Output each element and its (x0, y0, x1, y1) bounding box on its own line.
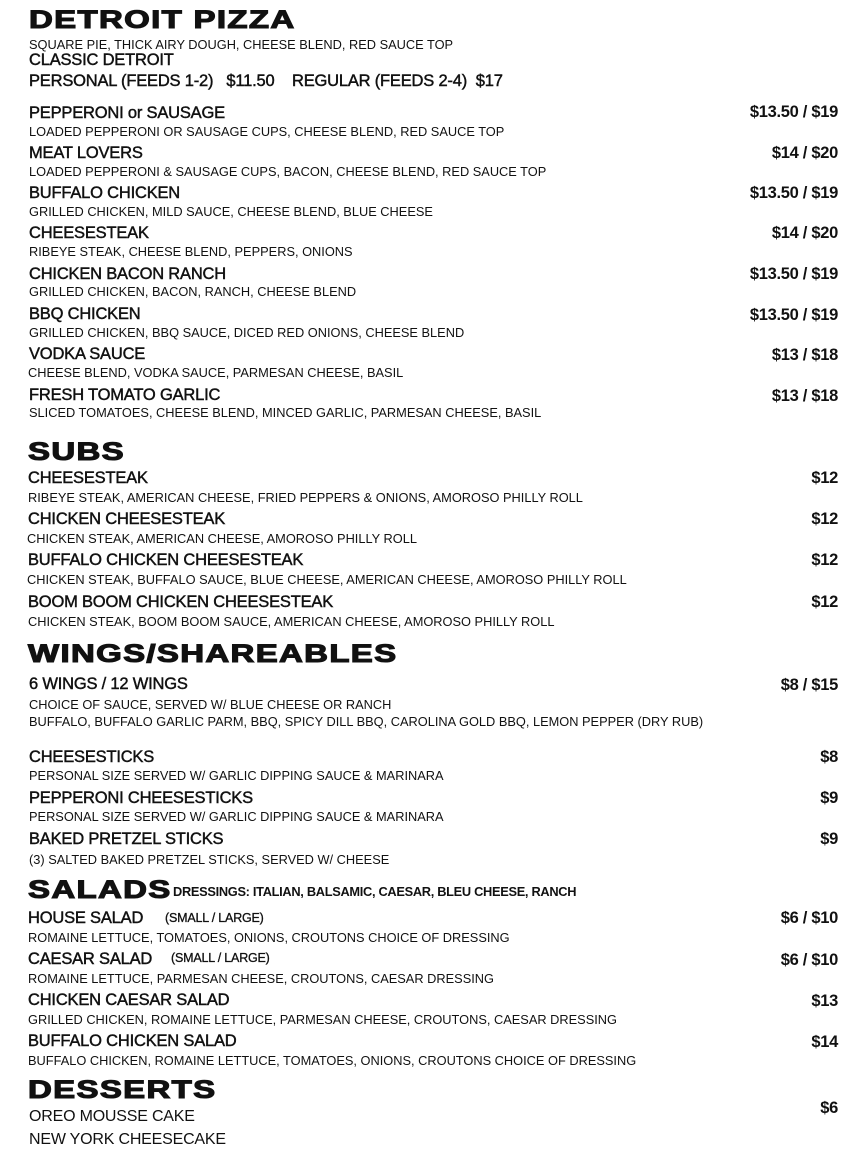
item-name: MEAT LOVERS (29, 144, 143, 162)
item-name: CHEESESTEAK (29, 224, 149, 242)
item-desc: RIBEYE STEAK, AMERICAN CHEESE, FRIED PEPPERS & ONIONS, AMOROSO PHILLY ROLL (28, 490, 583, 505)
item-name: HOUSE SALAD (28, 909, 144, 927)
classic-detroit-sizes: PERSONAL (FEEDS 1-2) $11.50 REGULAR (FEEDS 2-4) $17 (29, 72, 503, 90)
item-desc: LOADED PEPPERONI OR SAUSAGE CUPS, CHEESE BLEND, RED SAUCE TOP (29, 124, 505, 139)
item-name: CHICKEN CHEESESTEAK (28, 510, 225, 528)
item-name: CHICKEN CAESAR SALAD (28, 991, 230, 1009)
item-price: $12 (811, 510, 838, 528)
item-price: $13 (811, 992, 838, 1010)
item-desc: SLICED TOMATOES, CHEESE BLEND, MINCED GARLIC, PARMESAN CHEESE, BASIL (29, 405, 542, 420)
item-desc: ROMAINE LETTUCE, PARMESAN CHEESE, CROUTONS, CAESAR DRESSING (28, 971, 494, 986)
item-price: $12 (811, 551, 838, 569)
item-name: CHEESESTICKS (29, 748, 155, 766)
item-price: $14 / $20 (771, 224, 838, 242)
item-desc: RIBEYE STEAK, CHEESE BLEND, PEPPERS, ONIONS (29, 244, 353, 259)
item-name: BUFFALO CHICKEN SALAD (28, 1032, 237, 1050)
item-desc: PERSONAL SIZE SERVED W/ GARLIC DIPPING SAUCE & MARINARA (29, 809, 444, 824)
item-desc: CHICKEN STEAK, BUFFALO SAUCE, BLUE CHEESE, AMERICAN CHEESE, AMOROSO PHILLY ROLL (27, 572, 627, 587)
item-price: $8 / $15 (780, 676, 838, 694)
section-title-salads: SALADS (28, 876, 172, 904)
item-desc: CHOICE OF SAUCE, SERVED W/ BLUE CHEESE OR RANCH (29, 697, 392, 712)
size-note: (SMALL / LARGE) (165, 911, 264, 925)
item-desc: PERSONAL SIZE SERVED W/ GARLIC DIPPING SAUCE & MARINARA (29, 768, 444, 783)
item-name: FRESH TOMATO GARLIC (29, 386, 221, 404)
item-price: $13 / $18 (771, 387, 838, 405)
item-name: VODKA SAUCE (29, 345, 146, 363)
dessert-price: $6 (820, 1099, 838, 1117)
item-price: $13.50 / $19 (749, 306, 838, 324)
item-desc: BUFFALO CHICKEN, ROMAINE LETTUCE, TOMATOES, ONIONS, CROUTONS CHOICE OF DRESSING (28, 1053, 637, 1068)
item-price: $12 (811, 593, 838, 611)
item-desc: GRILLED CHICKEN, ROMAINE LETTUCE, PARMESAN CHEESE, CROUTONS, CAESAR DRESSING (28, 1012, 617, 1027)
item-name: CHEESESTEAK (28, 469, 148, 487)
item-desc: GRILLED CHICKEN, BACON, RANCH, CHEESE BLEND (29, 284, 357, 299)
item-price: $9 (820, 789, 838, 807)
item-price: $13.50 / $19 (749, 184, 838, 202)
item-desc: CHICKEN STEAK, BOOM BOOM SAUCE, AMERICAN CHEESE, AMOROSO PHILLY ROLL (28, 614, 555, 629)
item-desc: CHICKEN STEAK, AMERICAN CHEESE, AMOROSO PHILLY ROLL (27, 531, 417, 546)
item-name: PEPPERONI CHEESESTICKS (29, 789, 253, 807)
item-price: $13 / $18 (771, 346, 838, 364)
classic-detroit-name: CLASSIC DETROIT (29, 51, 174, 69)
item-price: $13.50 / $19 (749, 103, 838, 121)
section-title-detroit-pizza: DETROIT PIZZA (29, 6, 296, 34)
item-price: $13.50 / $19 (749, 265, 838, 283)
item-desc: (3) SALTED BAKED PRETZEL STICKS, SERVED W/ CHEESE (29, 852, 390, 867)
wing-sauces: BUFFALO, BUFFALO GARLIC PARM, BBQ, SPICY DILL BBQ, CAROLINA GOLD BBQ, LEMON PEPPER (DRY RUB) (29, 714, 704, 729)
size-note: (SMALL / LARGE) (171, 951, 270, 965)
item-name: BUFFALO CHICKEN (29, 184, 181, 202)
item-name: BBQ CHICKEN (29, 305, 141, 323)
item-name: BAKED PRETZEL STICKS (29, 830, 224, 848)
item-name: BUFFALO CHICKEN CHEESESTEAK (28, 551, 304, 569)
item-desc: CHEESE BLEND, VODKA SAUCE, PARMESAN CHEESE, BASIL (28, 365, 404, 380)
section-title-desserts: DESSERTS (28, 1076, 217, 1104)
dessert-item: OREO MOUSSE CAKE (29, 1108, 195, 1125)
item-name: PEPPERONI or SAUSAGE (29, 104, 225, 122)
dessert-item: NEW YORK CHEESECAKE (29, 1131, 226, 1148)
section-title-wings: WINGS/SHAREABLES (28, 640, 398, 668)
item-name: CHICKEN BACON RANCH (29, 265, 226, 283)
item-desc: LOADED PEPPERONI & SAUSAGE CUPS, BACON, CHEESE BLEND, RED SAUCE TOP (29, 164, 547, 179)
item-price: $6 / $10 (780, 951, 838, 969)
item-name: 6 WINGS / 12 WINGS (29, 675, 188, 693)
item-name: CAESAR SALAD (28, 950, 153, 968)
item-price: $12 (811, 469, 838, 487)
section-title-subs: SUBS (28, 438, 125, 466)
item-price: $6 / $10 (780, 909, 838, 927)
item-price: $14 / $20 (771, 144, 838, 162)
section-subtitle: SQUARE PIE, THICK AIRY DOUGH, CHEESE BLEND, RED SAUCE TOP (29, 37, 454, 52)
item-price: $14 (811, 1033, 838, 1051)
salad-dressings: DRESSINGS: ITALIAN, BALSAMIC, CAESAR, BLEU CHEESE, RANCH (173, 884, 577, 899)
item-desc: ROMAINE LETTUCE, TOMATOES, ONIONS, CROUTONS CHOICE OF DRESSING (28, 930, 510, 945)
item-name: BOOM BOOM CHICKEN CHEESESTEAK (28, 593, 334, 611)
item-desc: GRILLED CHICKEN, BBQ SAUCE, DICED RED ONIONS, CHEESE BLEND (29, 325, 465, 340)
item-desc: GRILLED CHICKEN, MILD SAUCE, CHEESE BLEND, BLUE CHEESE (29, 204, 433, 219)
item-price: $9 (820, 830, 838, 848)
item-price: $8 (820, 748, 838, 766)
